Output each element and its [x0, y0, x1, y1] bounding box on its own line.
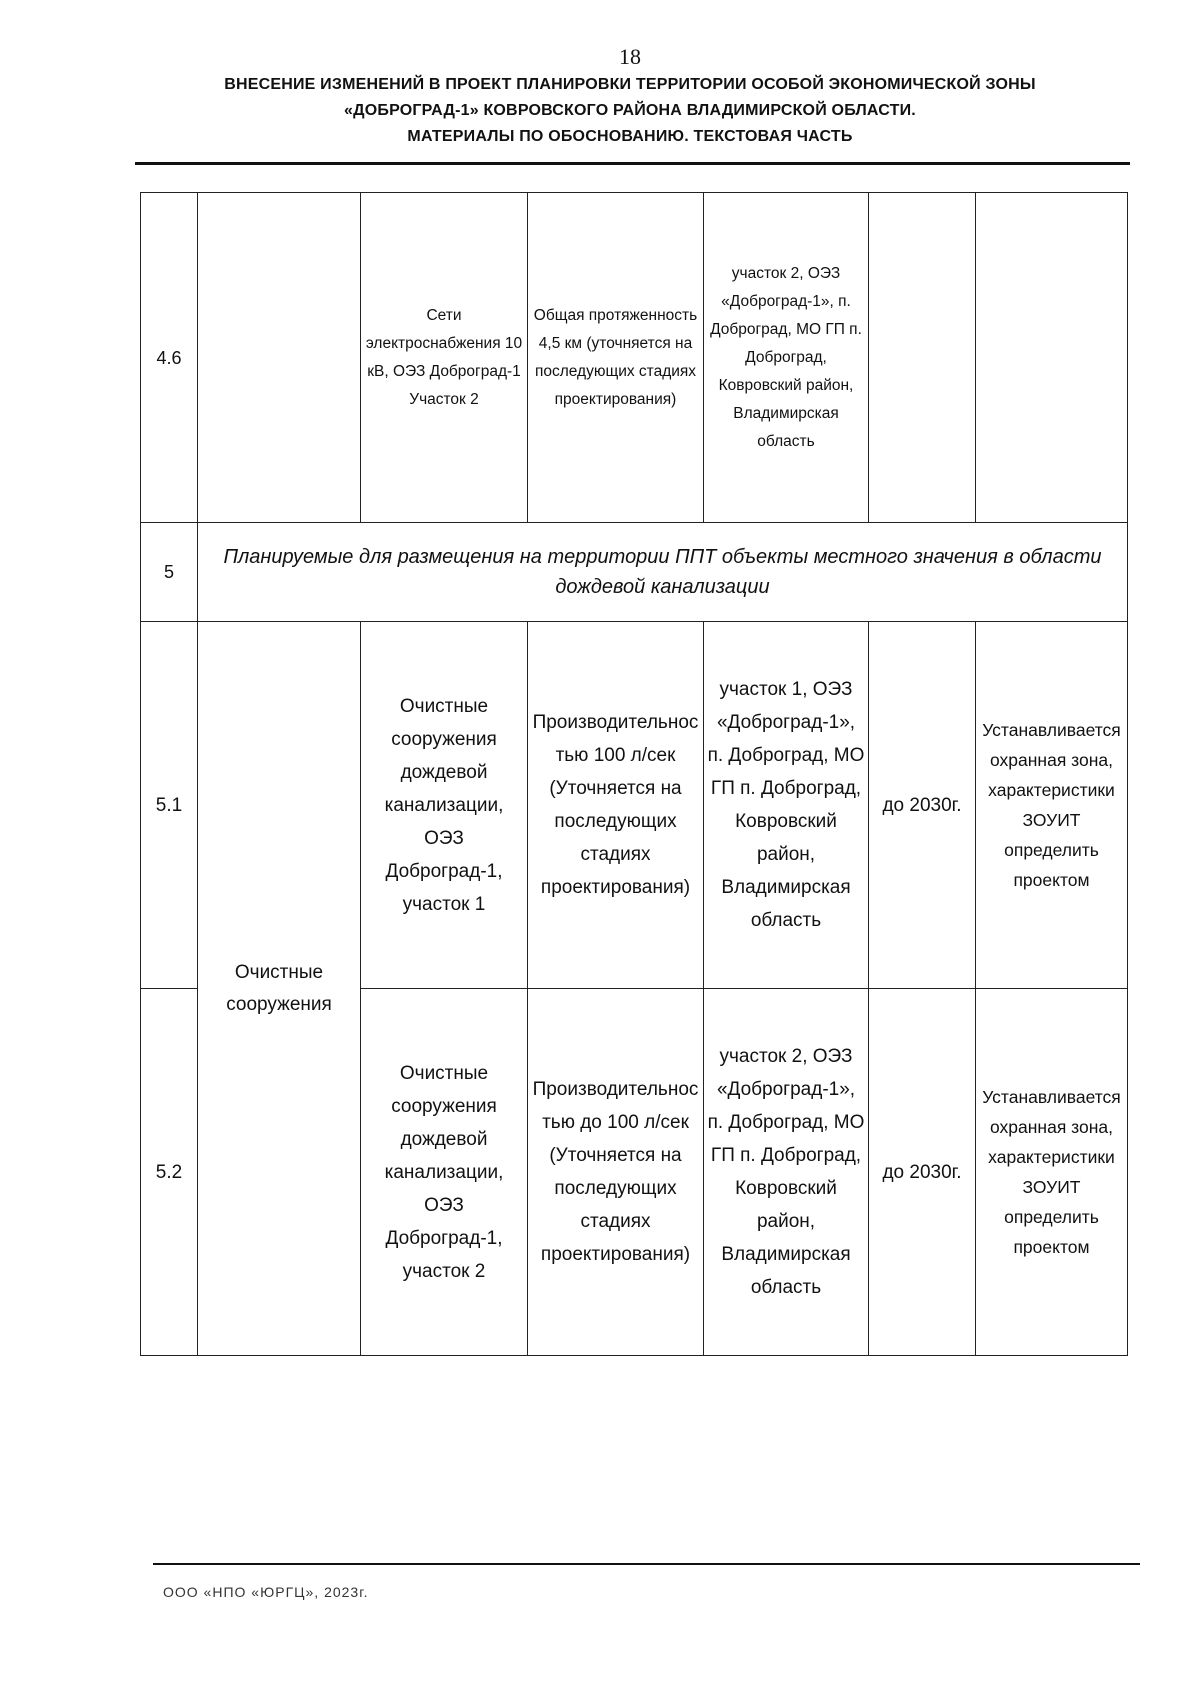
object-name-cell: Очистные сооружения дождевой канализации, ОЭЗ Доброград-1, участок 2 — [361, 989, 528, 1356]
header-line-3: МАТЕРИАЛЫ ПО ОБОСНОВАНИЮ. ТЕКСТОВАЯ ЧАСТЬ — [407, 128, 853, 145]
term-cell: до 2030г. — [869, 622, 976, 989]
section-title: Планируемые для размещения на территории ППТ объекты местного значения в области дождевой канализации — [198, 523, 1128, 622]
characteristics-cell: Общая протяженность 4,5 км (уточняется на последующих стадиях проектирования) — [528, 193, 704, 523]
row-number: 5.2 — [141, 989, 198, 1356]
table-row — [141, 193, 1128, 523]
location-cell: участок 1, ОЭЗ «Доброград-1», п. Доброград, МО ГП п. Доброград, Ковровский район, Владимирская область — [704, 622, 869, 989]
page-number: 18 — [619, 44, 641, 69]
term-cell — [869, 193, 976, 523]
header-divider — [135, 162, 1130, 165]
row-number: 4.6 — [141, 193, 198, 523]
characteristics-cell: Производительностью до 100 л/сек (Уточняется на последующих стадиях проектирования) — [528, 989, 704, 1356]
row-number: 5 — [141, 523, 198, 622]
note-cell: Устанавливается охранная зона, характеристики ЗОУИТ определить проектом — [976, 989, 1128, 1356]
document-header — [130, 72, 1130, 150]
note-cell — [976, 193, 1128, 523]
object-name-cell: Сети электроснабжения 10 кВ, ОЭЗ Доброград-1 Участок 2 — [361, 193, 528, 523]
footer-text: ООО «НПО «ЮРГЦ», 2023г. — [163, 1584, 369, 1600]
table-row — [141, 622, 1128, 989]
planning-table — [140, 192, 1128, 1356]
object-group-cell: Очистные сооружения — [198, 622, 361, 1356]
header-line-2: «ДОБРОГРАД-1» КОВРОВСКОГО РАЙОНА ВЛАДИМИРСКОЙ ОБЛАСТИ. — [344, 102, 916, 119]
term-cell: до 2030г. — [869, 989, 976, 1356]
row-number: 5.1 — [141, 622, 198, 989]
header-line-1: ВНЕСЕНИЕ ИЗМЕНЕНИЙ В ПРОЕКТ ПЛАНИРОВКИ ТЕРРИТОРИИ ОСОБОЙ ЭКОНОМИЧЕСКОЙ ЗОНЫ — [224, 76, 1036, 93]
object-group-cell — [198, 193, 361, 523]
footer-divider — [153, 1563, 1140, 1565]
location-cell: участок 2, ОЭЗ «Доброград-1», п. Доброград, МО ГП п. Доброград, Ковровский район, Владимирская область — [704, 193, 869, 523]
note-cell: Устанавливается охранная зона, характеристики ЗОУИТ определить проектом — [976, 622, 1128, 989]
characteristics-cell: Производительностью 100 л/сек (Уточняется на последующих стадиях проектирования) — [528, 622, 704, 989]
location-cell: участок 2, ОЭЗ «Доброград-1», п. Доброград, МО ГП п. Доброград, Ковровский район, Владимирская область — [704, 989, 869, 1356]
object-name-cell: Очистные сооружения дождевой канализации, ОЭЗ Доброград-1, участок 1 — [361, 622, 528, 989]
section-row — [141, 523, 1128, 622]
